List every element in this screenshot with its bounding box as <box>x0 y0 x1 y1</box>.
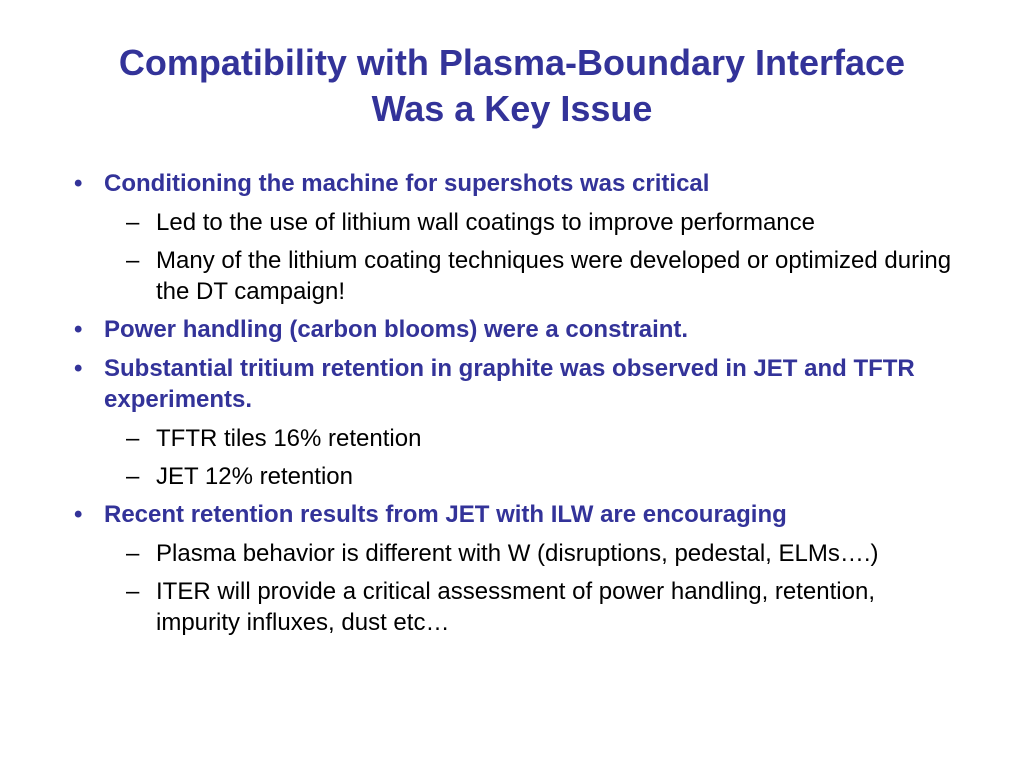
bullet-item <box>72 168 952 199</box>
sub-bullet-item <box>72 423 952 454</box>
slide-title <box>40 40 984 132</box>
sub-bullet-text: TFTR tiles 16% retention <box>156 425 422 452</box>
dash-marker: – <box>126 578 140 605</box>
dash-marker: – <box>126 463 140 490</box>
sub-bullet-text: Many of the lithium coating techniques were developed or optimized during the DT campaign! <box>156 247 952 305</box>
sub-bullet-item <box>72 207 952 238</box>
dash-marker: – <box>126 425 140 452</box>
sub-bullet-item <box>72 576 952 638</box>
bullet-marker: • <box>74 355 83 382</box>
bullet-marker: • <box>74 501 83 528</box>
bullet-item <box>72 353 952 415</box>
title-line-1: Compatibility with Plasma-Boundary Interface <box>118 42 906 83</box>
sub-bullet-text: Led to the use of lithium wall coatings to improve performance <box>156 209 816 236</box>
bullet-text: Recent retention results from JET with ILW are encouraging <box>104 501 787 528</box>
bullet-text: Substantial tritium retention in graphite was observed in JET and TFTR experiments. <box>104 355 915 413</box>
sub-bullet-item <box>72 461 952 492</box>
bullet-text: Power handling (carbon blooms) were a constraint. <box>104 316 689 343</box>
dash-marker: – <box>126 540 140 567</box>
bullet-item <box>72 499 952 530</box>
bullet-list <box>72 168 952 645</box>
sub-bullet-item <box>72 538 952 569</box>
sub-bullet-text: Plasma behavior is different with W (disruptions, pedestal, ELMs….) <box>156 540 879 567</box>
bullet-item <box>72 314 952 345</box>
bullet-marker: • <box>74 170 83 197</box>
dash-marker: – <box>126 247 140 274</box>
sub-bullet-text: ITER will provide a critical assessment of power handling, retention, impurity influxes, dust etc… <box>156 578 875 636</box>
bullet-marker: • <box>74 316 83 343</box>
bullet-text: Conditioning the machine for supershots was critical <box>104 170 710 197</box>
sub-bullet-item <box>72 245 952 307</box>
dash-marker: – <box>126 209 140 236</box>
title-line-2: Was a Key Issue <box>371 88 653 129</box>
sub-bullet-text: JET 12% retention <box>156 463 354 490</box>
